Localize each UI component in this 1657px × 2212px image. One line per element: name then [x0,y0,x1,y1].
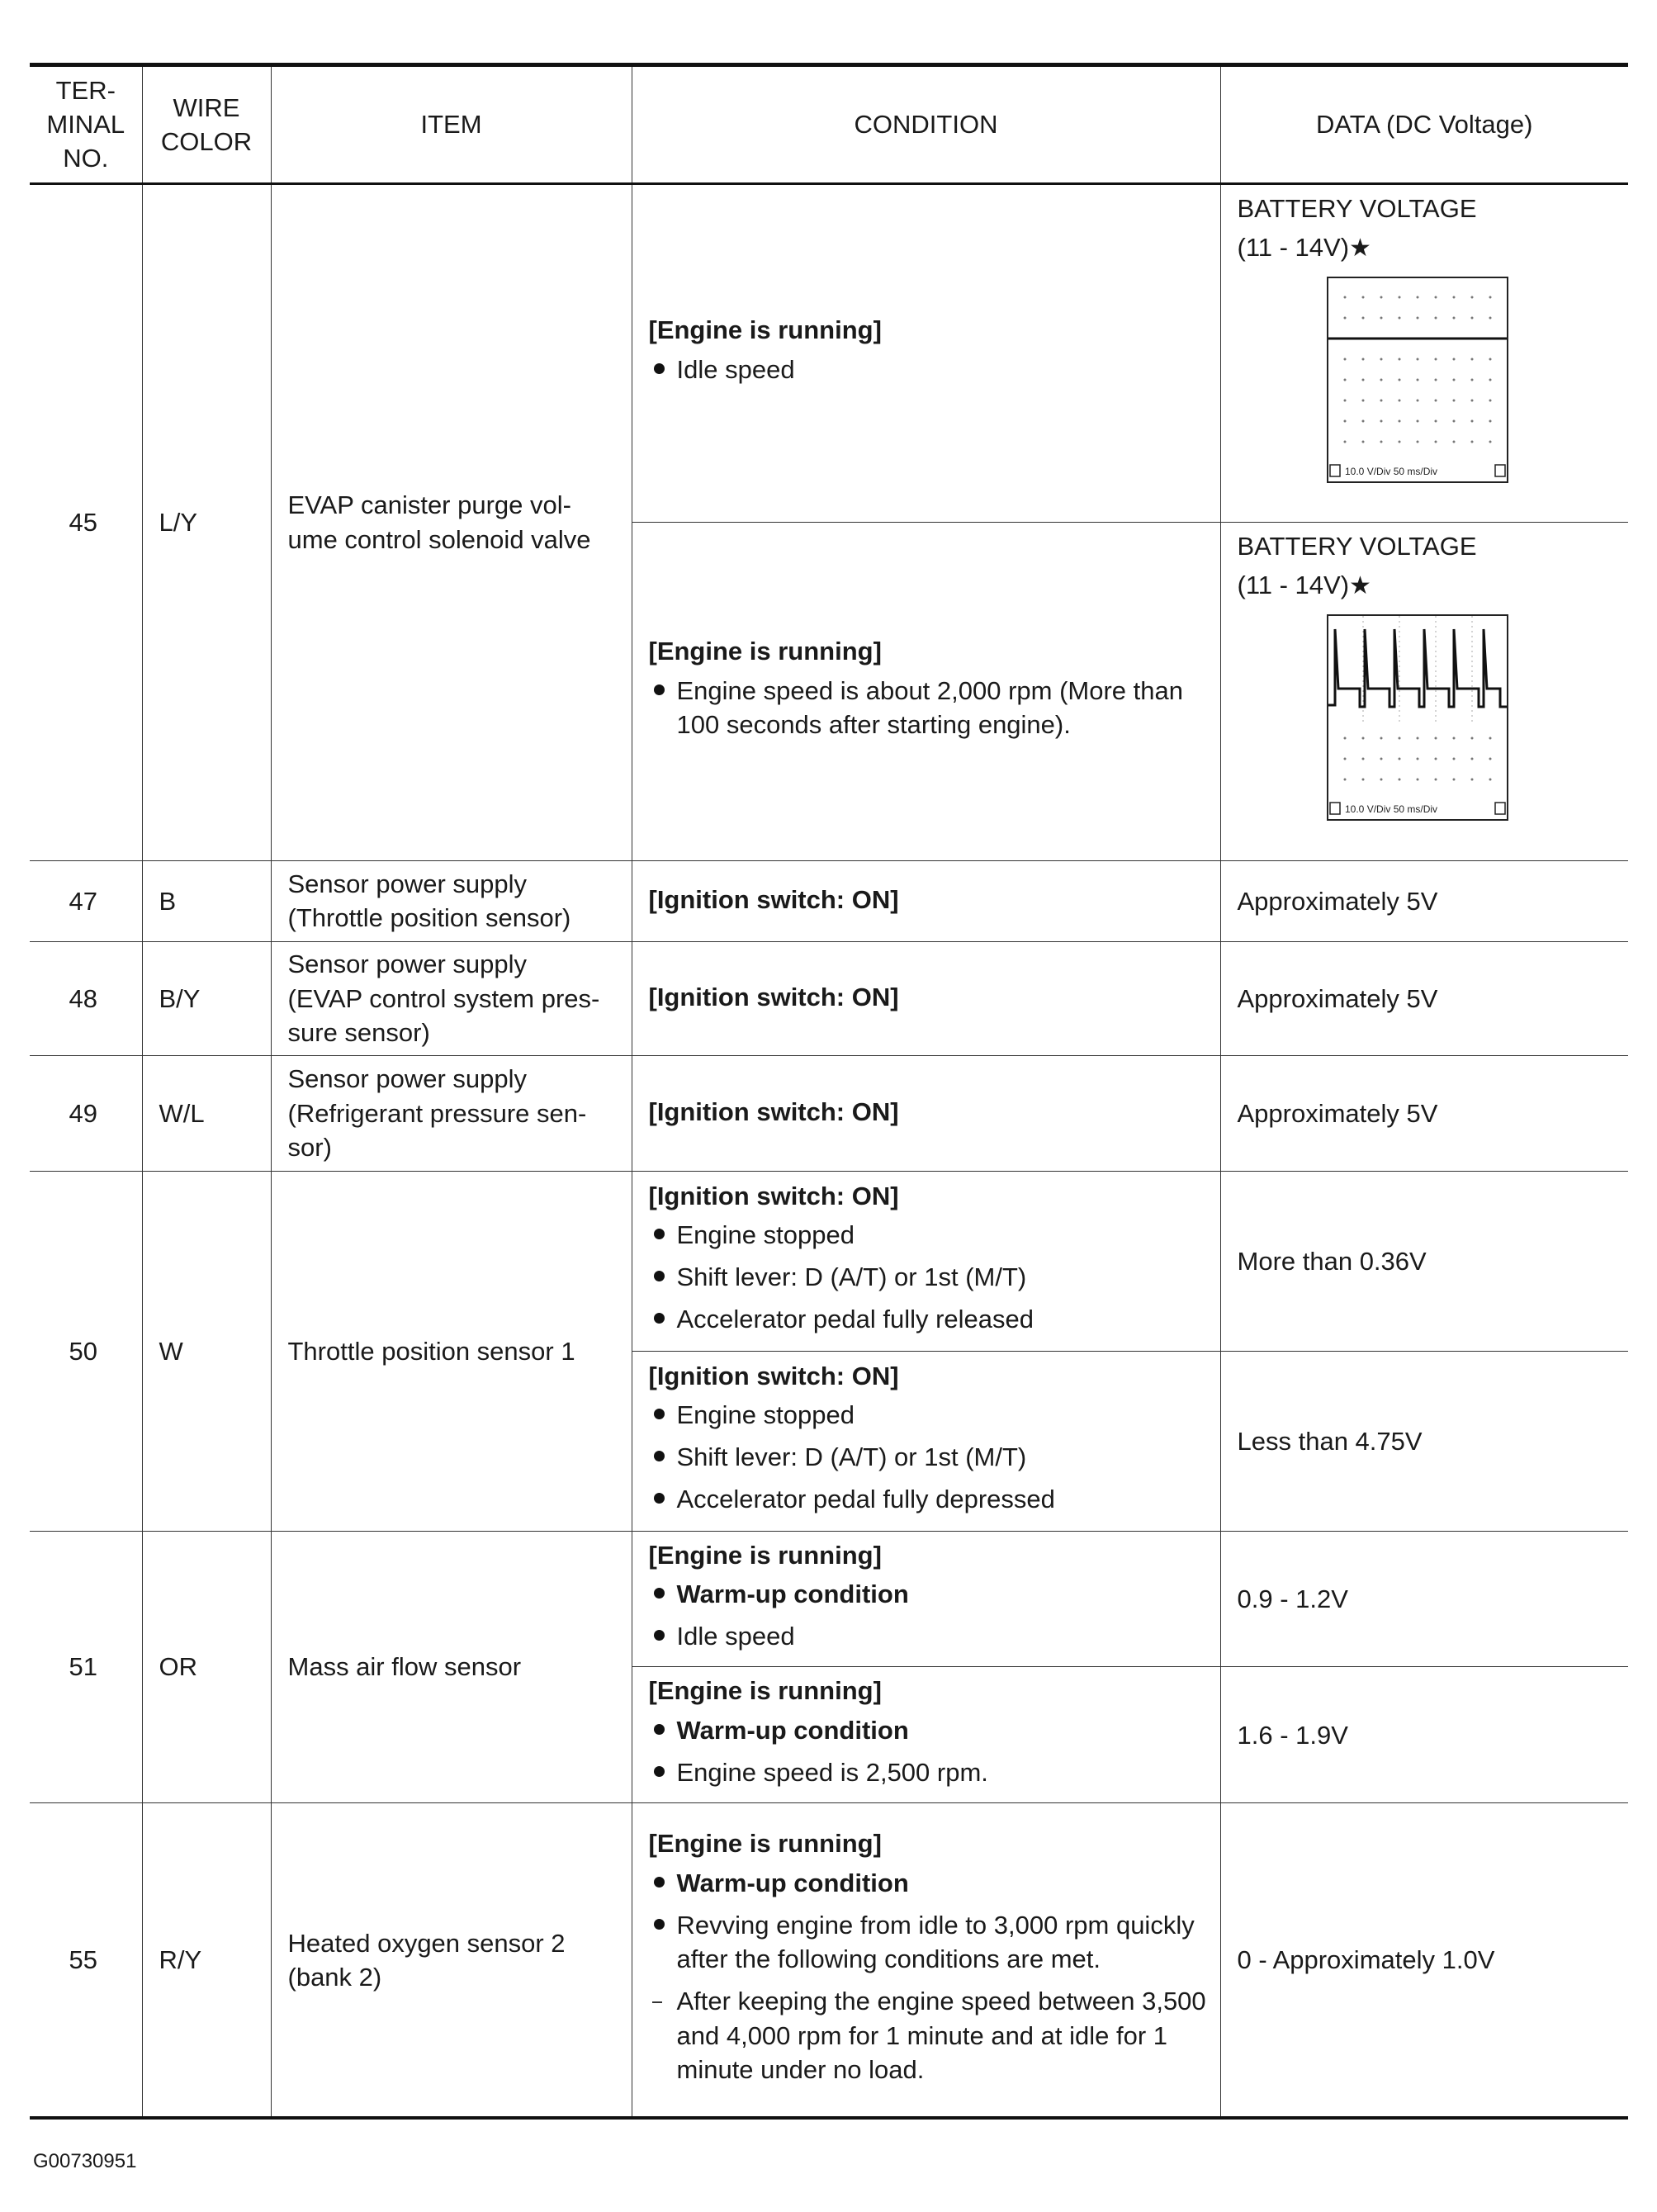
scope-scale-label: 10.0 V/Div 50 ms/Div [1344,803,1437,815]
condition-bullet: Shift lever: D (A/T) or 1st (M/T) [649,1260,1210,1294]
condition-50-released [632,1171,1220,1351]
item-55: Heated oxygen sensor 2 (bank 2) [271,1802,632,2118]
voltage-range-text: (11 - 14V) [1237,232,1350,262]
item-47: Sensor power supply (Throttle position sensor) [271,860,632,941]
wire-color-48: B/Y [142,941,271,1055]
data-51-idle: 0.9 - 1.2V [1220,1531,1628,1667]
header-condition: CONDITION [632,65,1220,184]
condition-51-2500rpm [632,1667,1220,1803]
star-icon: ★ [1349,234,1371,262]
condition-45-idle [632,183,1220,522]
condition-bullet: Warm-up condition [649,1577,1210,1611]
condition-50-depressed [632,1351,1220,1531]
condition-bullet: Accelerator pedal fully depressed [649,1482,1210,1516]
condition-title: [Ignition switch: ON] [648,1361,899,1390]
header-item: ITEM [271,65,632,184]
condition-title: [Ignition switch: ON] [648,982,899,1011]
battery-voltage-label: BATTERY VOLTAGE [1237,531,1477,561]
condition-title: [Engine is running] [648,315,882,345]
oscilloscope-waveform-2000rpm [1327,614,1508,821]
data-47: Approximately 5V [1220,860,1628,941]
wire-color-55: R/Y [142,1802,271,2118]
condition-bullet: Idle speed [649,353,1210,386]
condition-bullet: Engine speed is 2,500 rpm. [649,1755,1210,1789]
terminal-50: 50 [30,1171,142,1531]
data-51-2500rpm: 1.6 - 1.9V [1220,1667,1628,1803]
terminal-55: 55 [30,1802,142,2118]
condition-title: [Engine is running] [648,1676,882,1706]
wire-color-49: W/L [142,1055,271,1171]
condition-45-2000rpm [632,522,1220,860]
condition-sub-bullet: After keeping the engine speed between 3,500 and 4,000 rpm for 1 minute and at idle for 1 minute under no load. [649,1984,1210,2086]
condition-47 [632,860,1220,941]
condition-bullet: Warm-up condition [649,1866,1210,1900]
item-50: Throttle position sensor 1 [271,1171,632,1531]
scope-scale-label: 10.0 V/Div 50 ms/Div [1344,465,1437,477]
item-51: Mass air flow sensor [271,1531,632,1802]
condition-title: [Engine is running] [648,1829,882,1859]
voltage-range-text: (11 - 14V) [1237,570,1350,599]
voltage-range [1238,568,1619,603]
voltage-range [1238,230,1619,265]
data-50-depressed: Less than 4.75V [1220,1351,1628,1531]
terminal-51: 51 [30,1531,142,1802]
terminal-data-table [30,63,1628,2120]
condition-51-idle [632,1531,1220,1667]
header-terminal-no: TER- MINAL NO. [30,65,142,184]
data-50-released: More than 0.36V [1220,1171,1628,1351]
condition-title: [Ignition switch: ON] [648,884,899,914]
condition-bullet: Engine stopped [649,1218,1210,1252]
condition-bullet: Revving engine from idle to 3,000 rpm quickly after the following conditions are met. [649,1908,1210,1976]
condition-bullet: Engine stopped [649,1398,1210,1432]
condition-title: [Ignition switch: ON] [648,1181,899,1210]
condition-49 [632,1055,1220,1171]
item-48: Sensor power supply (EVAP control system pres- sure sensor) [271,941,632,1055]
item-45: EVAP canister purge vol- ume control solenoid valve [271,183,632,860]
condition-bullet: Accelerator pedal fully released [649,1302,1210,1336]
wire-color-45: L/Y [142,183,271,860]
data-55: 0 - Approximately 1.0V [1220,1802,1628,2118]
terminal-45: 45 [30,183,142,860]
header-data: DATA (DC Voltage) [1220,65,1628,184]
header-wire-color: WIRE COLOR [142,65,271,184]
data-45-2000rpm [1220,522,1628,860]
condition-bullet: Idle speed [649,1619,1210,1653]
terminal-49: 49 [30,1055,142,1171]
wire-color-51: OR [142,1531,271,1802]
condition-55 [632,1802,1220,2118]
wire-color-50: W [142,1171,271,1531]
data-49: Approximately 5V [1220,1055,1628,1171]
item-49: Sensor power supply (Refrigerant pressure sen- sor) [271,1055,632,1171]
terminal-47: 47 [30,860,142,941]
oscilloscope-waveform-idle [1327,277,1508,483]
star-icon: ★ [1349,571,1371,599]
battery-voltage-label: BATTERY VOLTAGE [1237,193,1477,223]
terminal-48: 48 [30,941,142,1055]
condition-bullet: Shift lever: D (A/T) or 1st (M/T) [649,1440,1210,1474]
data-45-idle [1220,183,1628,522]
condition-title: [Engine is running] [648,637,882,666]
condition-bullet: Warm-up condition [649,1713,1210,1747]
figure-code: G00730951 [33,2150,137,2172]
condition-48 [632,941,1220,1055]
condition-bullet: Engine speed is about 2,000 rpm (More than 100 seconds after starting engine). [649,674,1210,741]
condition-title: [Ignition switch: ON] [648,1097,899,1126]
condition-title: [Engine is running] [648,1540,882,1570]
wire-color-47: B [142,860,271,941]
data-48: Approximately 5V [1220,941,1628,1055]
